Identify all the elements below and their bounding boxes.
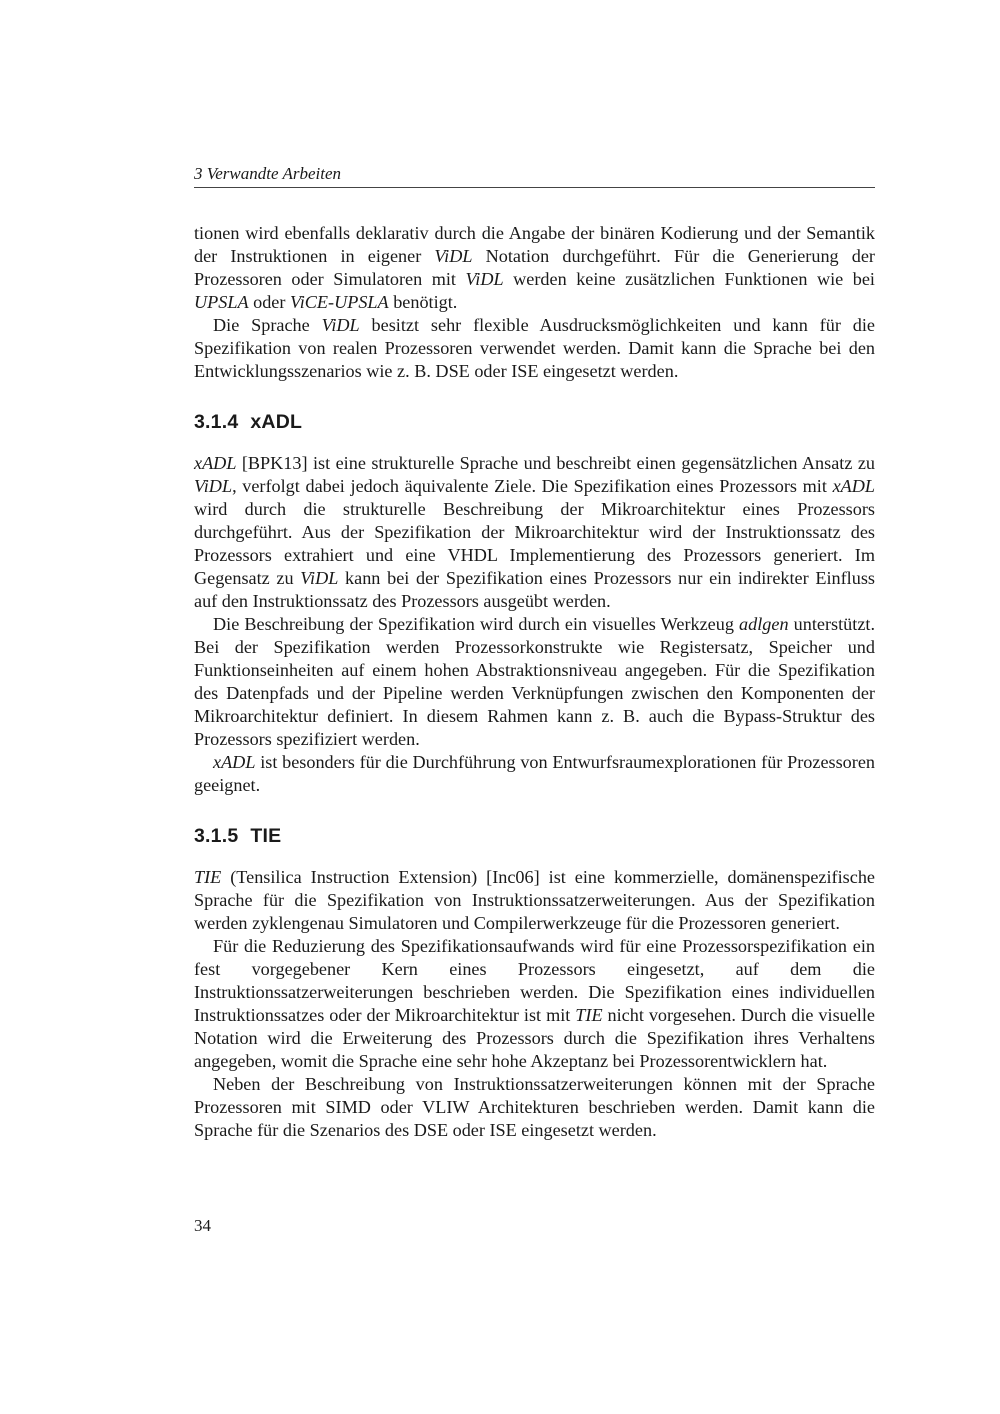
paragraph-tie-1	[194, 866, 875, 935]
text-run-italic: TIE	[194, 867, 222, 887]
text-run: Die Sprache	[213, 315, 322, 335]
text-run: unterstützt. Bei der Spezifikation werden Prozessorkonstrukte wie Registersatz, Speicher und Funktionseinheiten auf einem hohen Abstraktionsniveau angegeben. Für die Spezifikation des Datenpfads und der Pipeline werden Verknüpfungen zwischen den Komponenten der Mikroarchitektur definiert. In diesem Rahmen kann z. B. auch die Bypass-Struktur des Prozessors spezifiziert werden.	[194, 614, 875, 749]
section-number: 3.1.5	[194, 825, 239, 847]
paragraph-intro-1	[194, 222, 875, 314]
text-run: kann bei der Spezifikation eines Prozessors nur ein indirekter Einfluss auf den Instruktionssatz des Prozessors ausgeübt werden.	[194, 568, 875, 611]
text-run-italic: xADL	[832, 476, 875, 496]
paragraph-xadl-3	[194, 751, 875, 797]
text-run-italic: ViDL	[434, 246, 473, 266]
paragraph-xadl-1	[194, 452, 875, 613]
text-run: Für die Reduzierung des Spezifikationsaufwands wird für eine Prozessorspezifikation ein fest vorgegebener Kern eines Prozessors eingesetzt, auf dem die Instruktionssatzerweiterungen beschrieben werden. Die Spezifikation eines individuellen Instruktionssatzes oder der Mikroarchitektur ist mit	[194, 936, 875, 1025]
text-run: [BPK13] ist eine strukturelle Sprache und beschreibt einen gegensätzlichen Ansatz zu	[236, 453, 875, 473]
running-header: 3 Verwandte Arbeiten	[194, 164, 875, 188]
text-run: tionen wird ebenfalls deklarativ durch die Angabe der binären Kodierung und der Semantik der Instruktionen in eigener	[194, 223, 875, 266]
section-title: TIE	[250, 825, 282, 847]
text-run: nicht vorgesehen. Durch die visuelle Notation wird die Erweiterung des Prozessors durch die Spezifikation ihres Verhaltens angegeben, womit die Sprache eine sehr hohe Akzeptanz bei Prozessorentwicklern hat.	[194, 1005, 875, 1071]
section-heading-xadl	[194, 411, 875, 434]
text-run: (Tensilica Instruction Extension) [Inc06] ist eine kommerzielle, domänenspezifische Sprache für die Spezifikation von Instruktionssatzerweiterungen. Aus der Spezifikation werden zyklengenau Simulatoren und Compilerwerkzeuge für die Prozessoren generiert.	[194, 867, 875, 933]
page-body	[194, 164, 875, 1142]
text-run: ist besonders für die Durchführung von Entwurfsraumexplorationen für Prozessoren geeignet.	[194, 752, 875, 795]
paragraph-tie-3	[194, 1073, 875, 1142]
text-run-italic: adlgen	[739, 614, 789, 634]
text-run: oder	[248, 292, 290, 312]
text-run: Die Beschreibung der Spezifikation wird durch ein visuelles Werkzeug	[213, 614, 740, 634]
text-run-italic: ViDL	[321, 315, 360, 335]
text-run: wird durch die strukturelle Beschreibung der Mikroarchitektur eines Prozessors durchgeführt. Aus der Spezifikation der Mikroarchitektur wird der Instruktionssatz des Prozessors extrahiert und eine VHDL Implementierung des Prozessors generiert. Im Gegensatz zu	[194, 499, 875, 588]
text-run: werden keine zusätzlichen Funktionen wie bei	[503, 269, 875, 289]
text-run-italic: ViDL	[194, 476, 233, 496]
text-run-italic: TIE	[575, 1005, 603, 1025]
text-run-italic: ViDL	[465, 269, 504, 289]
section-heading-tie	[194, 825, 875, 848]
paragraph-xadl-2	[194, 613, 875, 751]
text-run-italic: UPSLA	[194, 292, 249, 312]
text-run: besitzt sehr flexible Ausdrucksmöglichkeiten und kann für die Spezifikation von realen Prozessoren verwendet werden. Damit kann die Sprache bei den Entwicklungsszenarios wie z. B. DSE oder ISE eingesetzt werden.	[194, 315, 875, 381]
text-run-italic: xADL	[213, 752, 256, 772]
page-number: 34	[194, 1216, 211, 1235]
text-run-italic: ViCE-UPSLA	[289, 292, 389, 312]
text-run: , verfolgt dabei jedoch äquivalente Ziele. Die Spezifikation eines Prozessors mit	[232, 476, 833, 496]
section-number: 3.1.4	[194, 411, 239, 433]
paragraph-tie-2	[194, 935, 875, 1073]
text-run-italic: ViDL	[300, 568, 339, 588]
paragraph-intro-2	[194, 314, 875, 383]
text-run: Notation durchgeführt. Für die Generierung der Prozessoren oder Simulatoren mit	[194, 246, 875, 289]
text-run-italic: xADL	[194, 453, 237, 473]
text-run: benötigt.	[388, 292, 458, 312]
text-run: Neben der Beschreibung von Instruktionssatzerweiterungen können mit der Sprache Prozessoren mit SIMD oder VLIW Architekturen beschrieben werden. Damit kann die Sprache für die Szenarios des DSE oder ISE eingesetzt werden.	[194, 1074, 875, 1140]
section-title: xADL	[250, 411, 303, 433]
